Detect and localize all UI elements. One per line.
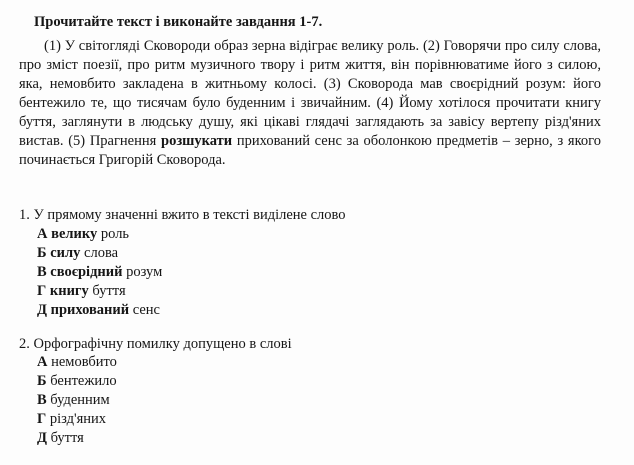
q2-option-a[interactable]: А немовбито bbox=[37, 354, 117, 370]
q2-option-c[interactable]: В буденним bbox=[37, 392, 110, 408]
highlighted-word: розшукати bbox=[161, 133, 233, 149]
task-title: Прочитайте текст і виконайте завдання 1-7. bbox=[34, 14, 323, 30]
q2-option-e[interactable]: Д буття bbox=[37, 430, 84, 446]
sentence-1: (1) У світогляді Сковороди образ зерна відіграє велику роль. bbox=[44, 38, 420, 54]
question-1: 1. У прямому значенні вжито в тексті виділене слово bbox=[19, 207, 346, 223]
question-2: 2. Орфографічну помилку допущено в слові bbox=[19, 336, 292, 352]
sentence-5-start: (5) Прагнення bbox=[68, 133, 162, 149]
q2-option-d[interactable]: Г різд'яних bbox=[37, 411, 107, 427]
question-2-options bbox=[37, 353, 117, 448]
q1-option-c[interactable]: В своєрідний розум bbox=[37, 264, 163, 280]
q1-option-d[interactable]: Г книгу буття bbox=[37, 283, 126, 299]
sentence-2: (2) Говорячи про силу слова, про зміст поезії, про ритм музичного твору і ритм життя, він порівнюватиме його з силою, яка, немовбито закладена в житньому колосі. bbox=[19, 38, 602, 92]
q2-option-b[interactable]: Б бентежило bbox=[37, 373, 117, 389]
q1-option-a[interactable]: А велику роль bbox=[37, 226, 130, 242]
sentence-5-end: прихований сенс за оболонкою предметів – зерно, з якого починається Григорій Сковорода. bbox=[19, 133, 601, 168]
q1-option-b[interactable]: Б силу слова bbox=[37, 245, 119, 261]
question-1-options bbox=[37, 225, 162, 320]
sentence-4: (4) Йому хотілося прочитати книгу буття, заглянути в людську душу, які цікаві глядачі заглядають за завісу вертепу різд'яних вистав. bbox=[19, 95, 601, 149]
q1-option-e[interactable]: Д прихований сенс bbox=[37, 302, 160, 318]
reading-text bbox=[19, 37, 601, 170]
sentence-3: (3) Сковорода мав своєрідний розум: його бентежило те, що тисячам було буденним і звичайним. bbox=[19, 76, 602, 111]
